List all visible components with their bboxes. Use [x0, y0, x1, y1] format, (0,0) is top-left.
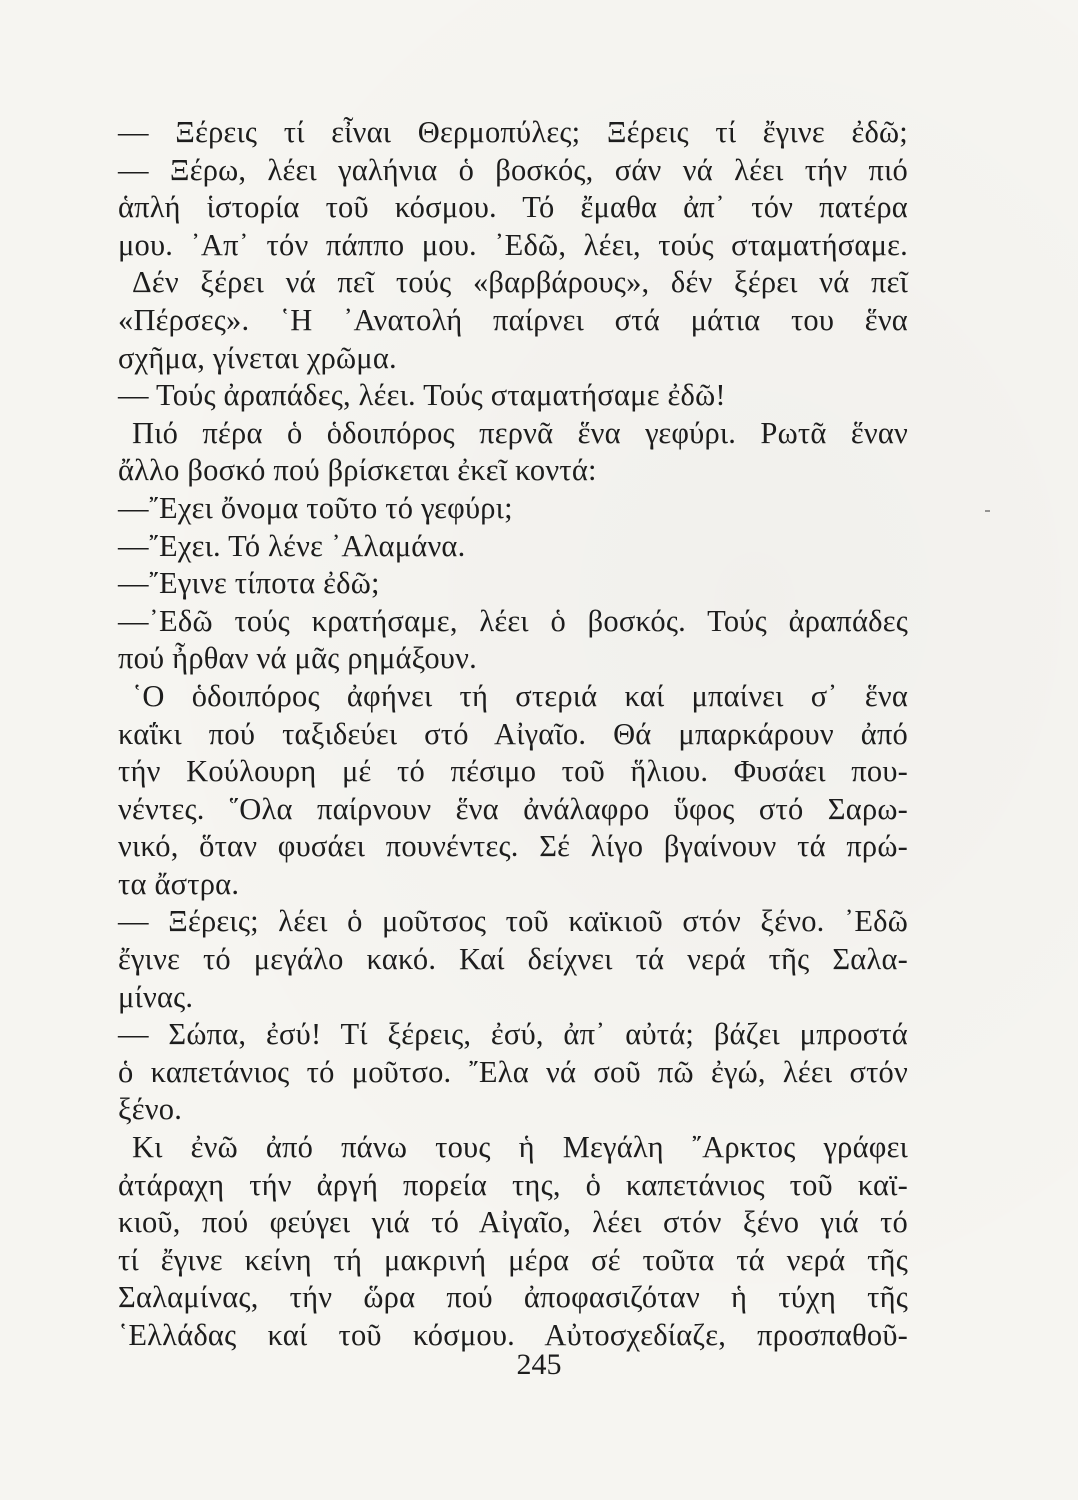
text-line: κιοῦ, πού φεύγει γιά τό Αἰγαῖο, λέει στόν ξένο γιά τό [118, 1205, 908, 1240]
text-line: ξένο. [118, 1092, 183, 1127]
text-line: — Ξέρεις; λέει ὁ μοῦτσος τοῦ καϊκιοῦ στόν ξένο. ᾿Εδῶ [118, 904, 908, 939]
text-line: — Σώπα, ἐσύ! Τί ξέρεις, ἐσύ, ἀπ᾽ αὐτά; βάζει μπροστά [118, 1017, 908, 1052]
text-line: — Ξέρεις τί εἶναι Θερμοπύλες; Ξέρεις τί ἔγινε ἐδῶ; [118, 115, 908, 149]
text-line: ἁπλή ἱστορία τοῦ κόσμου. Τό ἔμαθα ἀπ᾽ τόν πατέρα [118, 190, 908, 225]
text-line: —῎Εχει ὄνομα τοῦτο τό γεφύρι; [118, 490, 513, 525]
text-line: ἄλλο βοσκό πού βρίσκεται ἐκεῖ κοντά: [118, 453, 597, 488]
text-line: νέντες. ῞Ολα παίρνουν ἕνα ἀνάλαφρο ὕφος στό Σαρω- [118, 791, 908, 826]
text-line: Κι ἐνῶ ἀπό πάνω τους ἡ Μεγάλη ῎Αρκτος γράφει [132, 1130, 908, 1165]
text-line: «Πέρσες». ῾Η ᾿Ανατολή παίρνει στά μάτια του ἕνα [118, 302, 908, 337]
text-line: σχῆμα, γίνεται χρῶμα. [118, 340, 397, 375]
text-line: —῎Εχει. Τό λένε ᾿Αλαμάνα. [118, 528, 466, 563]
text-line: —᾿Εδῶ τούς κρατήσαμε, λέει ὁ βοσκός. Τούς ἀραπάδες [118, 603, 908, 638]
text-line: μου. ᾿Απ᾽ τόν πάππο μου. ᾿Εδῶ, λέει, τούς σταματήσαμε. [118, 227, 908, 262]
text-line: ἀτάραχη τήν ἀργή πορεία της, ὁ καπετάνιος τοῦ καϊ- [118, 1167, 908, 1202]
page-number: 245 [516, 1348, 562, 1381]
text-line: καΐκι πού ταξιδεύει στό Αἰγαῖο. Θά μπαρκάρουν ἀπό [118, 716, 908, 751]
text-line: τήν Κούλουρη μέ τό πέσιμο τοῦ ἥλιου. Φυσάει που- [118, 754, 908, 789]
text-line: ῾Ελλάδας καί τοῦ κόσμου. Αὐτοσχεδίαζε, προσπαθοῦ- [118, 1318, 908, 1352]
page-mark [985, 510, 990, 512]
text-line: Σαλαμίνας, τήν ὥρα πού ἀποφασιζόταν ἡ τύχη τῆς [118, 1280, 908, 1315]
text-line: Δέν ξέρει νά πεῖ τούς «βαρβάρους», δέν ξέρει νά πεῖ [132, 265, 908, 300]
text-line: ὁ καπετάνιος τό μοῦτσο. ῎Ελα νά σοῦ πῶ ἐγώ, λέει στόν [118, 1054, 908, 1089]
text-line: πού ἦρθαν νά μᾶς ρημάξουν. [118, 641, 477, 676]
text-line: τί ἔγινε κείνη τή μακρινή μέρα σέ τοῦτα τά νερά τῆς [118, 1242, 908, 1277]
text-line: ἔγινε τό μεγάλο κακό. Καί δείχνει τά νερά τῆς Σαλα- [118, 942, 908, 977]
text-line: Πιό πέρα ὁ ὁδοιπόρος περνᾶ ἕνα γεφύρι. Ρωτᾶ ἕναν [132, 415, 908, 450]
text-line: — Τούς ἀραπάδες, λέει. Τούς σταματήσαμε ἐδῶ! [118, 378, 726, 413]
text-line: μίνας. [118, 979, 194, 1014]
text-line: ῾Ο ὁδοιπόρος ἀφήνει τή στεριά καί μπαίνει σ᾽ ἕνα [132, 678, 908, 713]
text-line: —῎Εγινε τίποτα ἐδῶ; [118, 566, 380, 601]
text-line: — Ξέρω, λέει γαλήνια ὁ βοσκός, σάν νά λέει τήν πιό [118, 152, 908, 187]
text-line: νικό, ὅταν φυσάει πουνέντες. Σέ λίγο βγαίνουν τά πρώ- [118, 829, 908, 864]
text-line: τα ἄστρα. [118, 866, 240, 901]
body-text [118, 114, 908, 1355]
